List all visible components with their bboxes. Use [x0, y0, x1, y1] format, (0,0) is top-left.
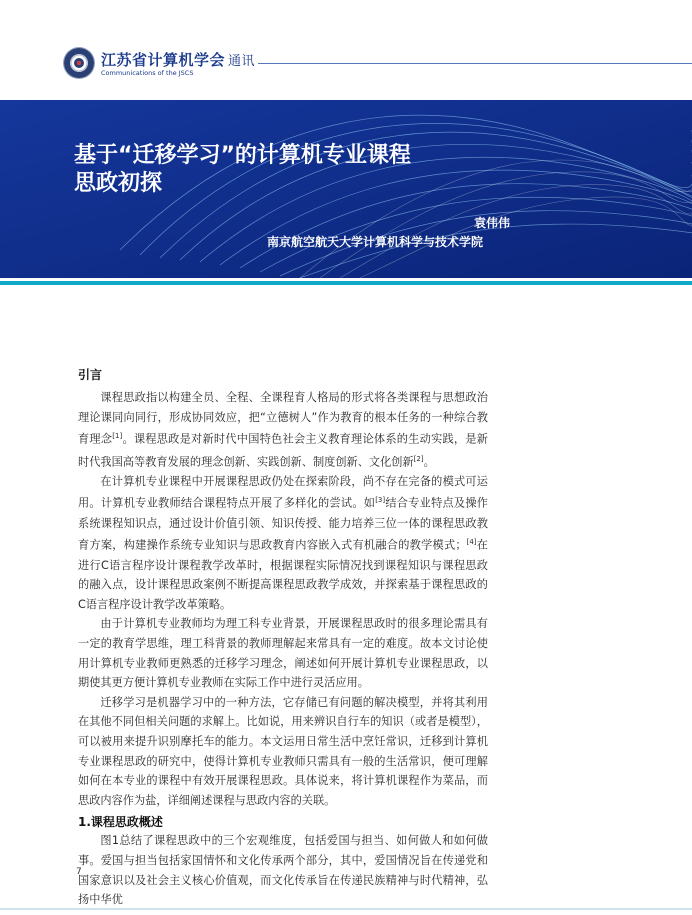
paragraph-2: 在计算机专业课程中开展课程思政仍处在探索阶段，尚不存在完备的模式可运用。计算机专业教师结合课程特点开展了多样化的尝试。如[3]结合专业特点及操作系统课程知识点，通过设计价值引领、知识传授、能力培养三位一体的课程思政教育方案，构建操作系统专业知识与思政教育内容嵌入式有机融合的教学模式；[4]在进行C语言程序设计课程教学改革时，根据课程实际情况找到课程知识与课程思政的融入点，设计课程思政案例不断提高课程思政教学成效，并探索基于课程思政的C语言程序设计教学改革策略。	[78, 474, 488, 611]
paragraph-1: 课程思政指以构建全员、全程、全课程育人格局的形式将各类课程与思想政治理论课同向同行，形成协同效应，把“立德树人”作为教育的根本任务的一种综合教育理念[1]。课程思政是对新时代中国特色社会主义教育理论体系的生动实践，是新时代我国高等教育发展的理念创新、实践创新、制度创新、文化创新[2]。	[78, 391, 488, 469]
banner-stripe	[0, 281, 692, 285]
footer-line	[0, 908, 692, 910]
author-name: 袁伟伟	[473, 216, 510, 230]
journal-title-en: Communications of the JSCS	[101, 69, 194, 77]
journal-header	[0, 0, 692, 95]
paragraph-3: 由于计算机专业教师均为理工科专业背景，开展课程思政时的很多理论需具有一定的教育学思维，理工科背景的教师理解起来常具有一定的难度。故本文讨论使用计算机专业教师更熟悉的迁移学习理念，阐述如何开展计算机专业课程思政，以期使其更方便计算机专业教师在实际工作中进行灵活应用。	[78, 617, 488, 690]
paragraph-4: 迁移学习是机器学习中的一种方法，它存储已有问题的解决模型，并将其利用在其他不同但相关问题的求解上。比如说，用来辨识自行车的知识（或者是模型），可以被用来提升识别摩托车的能力。本文运用日常生活中烹饪常识，迁移到计算机专业课程思政的研究中，使得计算机专业教师只需具有一般的生活常识，便可理解如何在本专业的课程中有效开展课程思政。具体说来，将计算机课程作为菜品，而思政内容作为盐，详细阐述课程与思政内容的关联。	[78, 695, 488, 807]
page-number: 7	[76, 867, 82, 877]
article-title: 基于“迁移学习”的计算机专业课程思政初探	[74, 143, 411, 196]
author-affiliation: 南京航空航天大学计算机科学与技术学院	[266, 235, 483, 249]
article-body	[78, 366, 488, 910]
article-banner	[0, 100, 692, 278]
society-logo-icon	[64, 48, 94, 78]
journal-title: 江苏省计算机学会 通讯	[101, 51, 256, 69]
intro-heading: 引言	[78, 368, 103, 382]
paragraph-5: 图1总结了课程思政中的三个宏观维度，包括爱国与担当、如何做人和如何做事。爱国与担当包括家国情怀和文化传承两个部分，其中，爱国情况旨在传递党和国家意识以及社会主义核心价值观，而文化传承旨在传递民族精神与时代精神，弘扬中华优	[78, 834, 488, 907]
section-1-heading: 1.课程思政概述	[78, 815, 163, 830]
header-divider	[258, 63, 692, 64]
